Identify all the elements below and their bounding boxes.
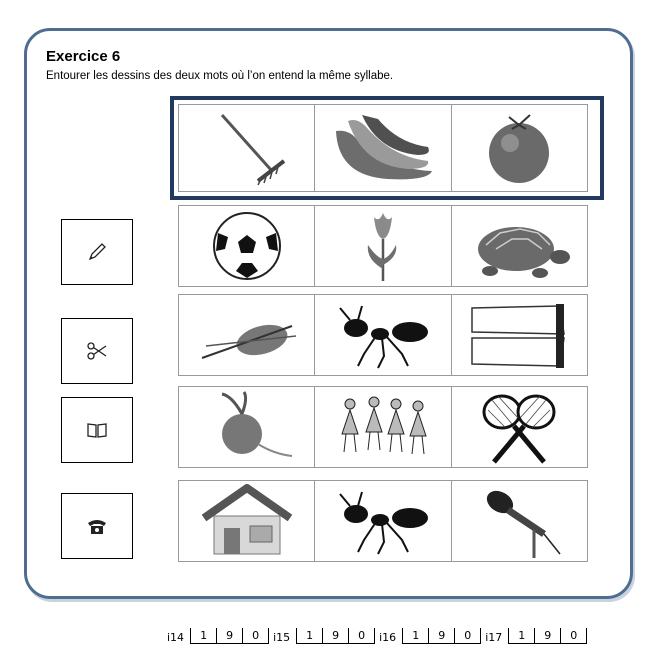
tomato-image[interactable]	[452, 105, 587, 191]
code-digit[interactable]: 0	[242, 628, 269, 644]
soccer-ball-image[interactable]	[179, 206, 315, 286]
code-digit[interactable]: 9	[534, 628, 560, 644]
code-digit[interactable]: 0	[454, 628, 481, 644]
code-digit[interactable]: 1	[296, 628, 322, 644]
tennis-rackets-image[interactable]	[452, 387, 587, 467]
turtle-image[interactable]	[452, 206, 587, 286]
telephone-icon	[61, 493, 133, 559]
violin-image[interactable]	[179, 295, 315, 375]
code-digit[interactable]: 1	[402, 628, 428, 644]
code-i17: i17 1 9 0	[481, 628, 587, 644]
row-4	[178, 480, 588, 562]
exercise-title: Exercice 6	[46, 48, 121, 65]
book-icon	[61, 397, 133, 463]
code-i16: i16 1 9 0	[375, 628, 481, 644]
rake-image[interactable]	[179, 105, 315, 191]
code-digit[interactable]: 9	[428, 628, 454, 644]
code-digit[interactable]: 9	[216, 628, 242, 644]
pencil-icon	[61, 219, 133, 285]
code-digit[interactable]: 0	[348, 628, 375, 644]
ant-image[interactable]	[315, 481, 451, 561]
bananas-image[interactable]	[315, 105, 451, 191]
code-i15: i15 1 9 0	[269, 628, 375, 644]
code-digit[interactable]: 9	[322, 628, 348, 644]
row-3	[178, 386, 588, 468]
reference-row	[178, 104, 588, 192]
radish-image[interactable]	[179, 387, 315, 467]
house-image[interactable]	[179, 481, 315, 561]
tulip-image[interactable]	[315, 206, 451, 286]
scissors-icon	[61, 318, 133, 384]
microphone-image[interactable]	[452, 481, 587, 561]
ant-image[interactable]	[315, 295, 451, 375]
code-digit[interactable]: 1	[508, 628, 534, 644]
exercise-instruction: Entourer les dessins des deux mots où l’on entend la même syllabe.	[46, 70, 394, 82]
row-1	[178, 205, 588, 287]
code-i14: i14 1 9 0	[163, 628, 269, 644]
code-digit[interactable]: 0	[560, 628, 587, 644]
row-2	[178, 294, 588, 376]
answer-code-strip	[163, 628, 587, 644]
dancing-children-image[interactable]	[315, 387, 451, 467]
code-digit[interactable]: 1	[190, 628, 216, 644]
trousers-image[interactable]	[452, 295, 587, 375]
